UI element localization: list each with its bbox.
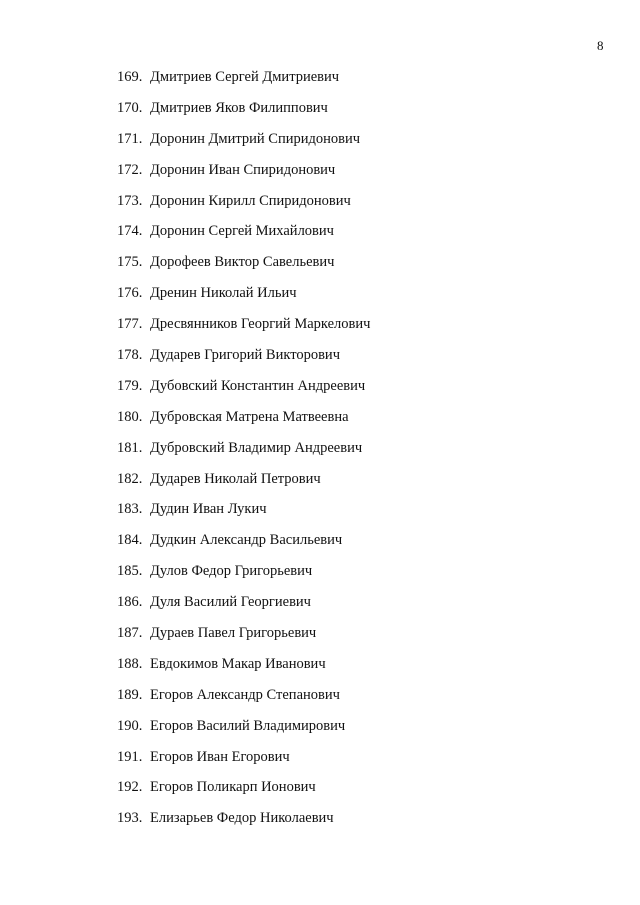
list-item-number: 170. xyxy=(117,99,143,116)
list-item-number: 180. xyxy=(117,408,143,425)
list-item-number: 188. xyxy=(117,655,143,672)
list-item-number: 182. xyxy=(117,470,143,487)
list-item-number: 189. xyxy=(117,686,143,703)
list-item-number: 185. xyxy=(117,563,143,580)
list-item-number: 169. xyxy=(117,69,143,85)
list-item-number: 178. xyxy=(117,347,143,364)
list-item-name: Дудин Иван Лукич xyxy=(150,501,267,518)
list-item-name: Дудкин Александр Васильевич xyxy=(150,532,343,549)
list-item-number: 177. xyxy=(117,316,143,333)
list-item-name: Дресвянников Георгий Маркелович xyxy=(150,316,371,333)
list-item-number: 173. xyxy=(117,192,143,209)
list-item-name: Дорофеев Виктор Савельевич xyxy=(150,254,335,271)
list-item-name: Дударев Григорий Викторович xyxy=(150,347,340,364)
list-item-name: Дударев Николай Петрович xyxy=(150,470,321,487)
list-item-number: 172. xyxy=(117,161,143,178)
list-item-name: Дулов Федор Григорьевич xyxy=(150,563,313,580)
list-item-name: Дубовский Константин Андреевич xyxy=(150,377,366,394)
list-item-name: Дуля Василий Георгиевич xyxy=(150,594,311,611)
page-number: 8 xyxy=(597,38,604,53)
list-item-number: 193. xyxy=(117,810,143,827)
list-item-name: Елизарьев Федор Николаевич xyxy=(150,810,334,827)
list-item-name: Дураев Павел Григорьевич xyxy=(150,625,317,642)
list-item-name: Дренин Николай Ильич xyxy=(150,285,297,302)
list-item-number: 187. xyxy=(117,625,143,642)
list-item-number: 186. xyxy=(117,594,143,611)
list-item-number: 176. xyxy=(117,285,143,302)
list-item-number: 184. xyxy=(117,532,143,549)
list-item-number: 175. xyxy=(117,254,143,271)
list-item-name: Доронин Кирилл Спиридонович xyxy=(150,192,351,209)
list-item-number: 181. xyxy=(117,439,143,456)
list-item-number: 183. xyxy=(117,501,143,518)
list-item-number: 190. xyxy=(117,717,143,734)
list-item-name: Евдокимов Макар Иванович xyxy=(150,655,326,672)
list-item-number: 171. xyxy=(117,130,143,147)
list-item-number: 174. xyxy=(117,223,143,240)
list-item-name: Доронин Сергей Михайлович xyxy=(150,223,334,240)
list-item-name: Дубровский Владимир Андреевич xyxy=(150,439,363,456)
list-item-name: Дмитриев Яков Филиппович xyxy=(150,99,328,116)
list-item-name: Егоров Иван Егорович xyxy=(150,748,290,765)
list-item-name: Егоров Поликарп Ионович xyxy=(150,779,316,796)
list-item-name: Егоров Василий Владимирович xyxy=(150,717,346,734)
list-item-name: Доронин Дмитрий Спиридонович xyxy=(150,130,361,147)
list-item-name: Дубровская Матрена Матвеевна xyxy=(150,408,349,425)
list-item-name: Егоров Александр Степанович xyxy=(150,686,340,703)
list-item-number: 192. xyxy=(117,779,143,796)
list-item-number: 191. xyxy=(117,748,143,765)
list-item-name: Доронин Иван Спиридонович xyxy=(150,161,336,178)
list-item-name: Дмитриев Сергей Дмитриевич xyxy=(150,69,340,85)
list-item-number: 179. xyxy=(117,377,143,394)
